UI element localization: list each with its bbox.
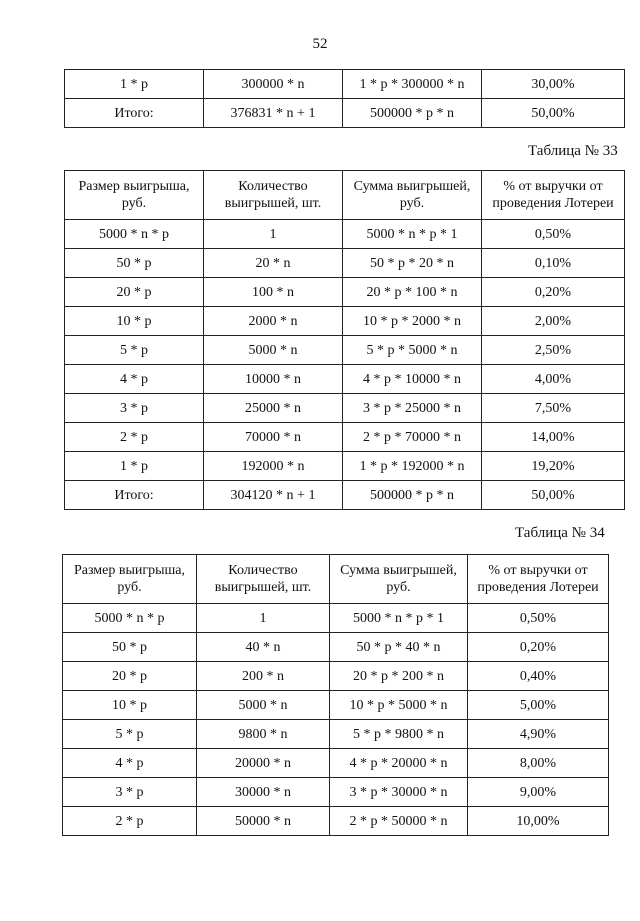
table-row	[65, 394, 625, 423]
table-cell: 20000 * n	[197, 749, 330, 778]
table-cell: 3 * p	[65, 394, 204, 423]
column-header: % от выручки от проведения Лотереи	[468, 555, 609, 604]
table-cell: 25000 * n	[204, 394, 343, 423]
table-cell: 1	[204, 220, 343, 249]
table-cell: 500000 * p * n	[343, 99, 482, 128]
table-cell: 4,00%	[482, 365, 625, 394]
table-row	[63, 691, 609, 720]
table-cell: 3 * p	[63, 778, 197, 807]
table-cell: 50 * p	[65, 249, 204, 278]
table-cell: 9800 * n	[197, 720, 330, 749]
column-header: Количество выигрышей, шт.	[197, 555, 330, 604]
table-row	[65, 307, 625, 336]
table-row	[65, 278, 625, 307]
table-cell: 2,50%	[482, 336, 625, 365]
table-row	[65, 70, 625, 99]
table-cell: 4 * p * 10000 * n	[343, 365, 482, 394]
table-cell: 2 * p * 70000 * n	[343, 423, 482, 452]
table-cell: 7,50%	[482, 394, 625, 423]
table-cell: 2 * p	[65, 423, 204, 452]
table-cell: 50,00%	[482, 99, 625, 128]
table-cell: Итого:	[65, 99, 204, 128]
table-cell: 2,00%	[482, 307, 625, 336]
table-cell: 10 * p * 2000 * n	[343, 307, 482, 336]
table-cell: 1	[197, 604, 330, 633]
table-cell: 20 * n	[204, 249, 343, 278]
table-cell: 30000 * n	[197, 778, 330, 807]
table-cell: Итого:	[65, 481, 204, 510]
table-body	[63, 604, 609, 836]
table-row	[65, 99, 625, 128]
table-cell: 192000 * n	[204, 452, 343, 481]
table-row	[63, 633, 609, 662]
table-cell: 2 * p	[63, 807, 197, 836]
table-body	[65, 70, 625, 128]
table-cell: 4 * p	[65, 365, 204, 394]
table-cell: 19,20%	[482, 452, 625, 481]
table-cell: 2000 * n	[204, 307, 343, 336]
table-cell: 4 * p * 20000 * n	[330, 749, 468, 778]
table-row	[63, 749, 609, 778]
table-row	[63, 662, 609, 691]
table-cell: 4,90%	[468, 720, 609, 749]
table-cell: 304120 * n + 1	[204, 481, 343, 510]
table-cell: 8,00%	[468, 749, 609, 778]
table-cell: 5000 * n * p * 1	[343, 220, 482, 249]
table-cell: 1 * p	[65, 70, 204, 99]
table-cell: 20 * p * 200 * n	[330, 662, 468, 691]
table-cell: 5 * p	[63, 720, 197, 749]
table-cell: 0,40%	[468, 662, 609, 691]
table-cell: 5 * p * 9800 * n	[330, 720, 468, 749]
table-cell: 20 * p	[65, 278, 204, 307]
table-cell: 0,50%	[468, 604, 609, 633]
table-cell: 1 * p * 192000 * n	[343, 452, 482, 481]
table-cell: 50,00%	[482, 481, 625, 510]
table-continuation	[64, 69, 625, 128]
table-row	[65, 249, 625, 278]
table-cell: 5,00%	[468, 691, 609, 720]
table-cell: 5 * p	[65, 336, 204, 365]
table-cell: 20 * p * 100 * n	[343, 278, 482, 307]
column-header: Размер выигрыша, руб.	[65, 171, 204, 220]
table-cell: 50 * p * 40 * n	[330, 633, 468, 662]
table-cell: 30,00%	[482, 70, 625, 99]
header-row	[65, 171, 625, 220]
table-cell: 2 * p * 50000 * n	[330, 807, 468, 836]
table-cell: 50000 * n	[197, 807, 330, 836]
table-34-caption: Таблица № 34	[515, 525, 605, 541]
table-cell: 5000 * n * p	[63, 604, 197, 633]
page-number: 52	[312, 36, 328, 52]
table-cell: 3 * p * 25000 * n	[343, 394, 482, 423]
table-34	[62, 554, 609, 836]
table-row	[65, 481, 625, 510]
table-cell: 0,20%	[468, 633, 609, 662]
table-cell: 5000 * n * p	[65, 220, 204, 249]
table-row	[63, 807, 609, 836]
table-cell: 10,00%	[468, 807, 609, 836]
table-cell: 40 * n	[197, 633, 330, 662]
table-body	[65, 220, 625, 510]
table-row	[63, 778, 609, 807]
table-cell: 9,00%	[468, 778, 609, 807]
table-row	[65, 336, 625, 365]
table-cell: 10 * p * 5000 * n	[330, 691, 468, 720]
table-row	[65, 365, 625, 394]
table-cell: 1 * p * 300000 * n	[343, 70, 482, 99]
table-cell: 50 * p	[63, 633, 197, 662]
table-cell: 1 * p	[65, 452, 204, 481]
table-cell: 20 * p	[63, 662, 197, 691]
column-header: Размер выигрыша, руб.	[63, 555, 197, 604]
table-cell: 10 * p	[63, 691, 197, 720]
table-cell: 5000 * n	[204, 336, 343, 365]
table-cell: 5 * p * 5000 * n	[343, 336, 482, 365]
column-header: % от выручки от проведения Лотереи	[482, 171, 625, 220]
column-header: Сумма выигрышей, руб.	[343, 171, 482, 220]
table-cell: 0,10%	[482, 249, 625, 278]
table-cell: 500000 * p * n	[343, 481, 482, 510]
column-header: Количество выигрышей, шт.	[204, 171, 343, 220]
table-cell: 5000 * n * p * 1	[330, 604, 468, 633]
column-header: Сумма выигрышей, руб.	[330, 555, 468, 604]
table-cell: 10000 * n	[204, 365, 343, 394]
table-cell: 376831 * n + 1	[204, 99, 343, 128]
table-row	[65, 423, 625, 452]
table-row	[63, 720, 609, 749]
table-cell: 100 * n	[204, 278, 343, 307]
table-cell: 70000 * n	[204, 423, 343, 452]
table-cell: 300000 * n	[204, 70, 343, 99]
table-cell: 14,00%	[482, 423, 625, 452]
table-33	[64, 170, 625, 510]
table-cell: 200 * n	[197, 662, 330, 691]
table-cell: 5000 * n	[197, 691, 330, 720]
table-cell: 0,50%	[482, 220, 625, 249]
table-row	[65, 452, 625, 481]
table-33-caption: Таблица № 33	[528, 143, 618, 159]
header-row	[63, 555, 609, 604]
table-cell: 0,20%	[482, 278, 625, 307]
table-cell: 10 * p	[65, 307, 204, 336]
table-cell: 4 * p	[63, 749, 197, 778]
table-cell: 50 * p * 20 * n	[343, 249, 482, 278]
table-row	[63, 604, 609, 633]
table-row	[65, 220, 625, 249]
table-cell: 3 * p * 30000 * n	[330, 778, 468, 807]
